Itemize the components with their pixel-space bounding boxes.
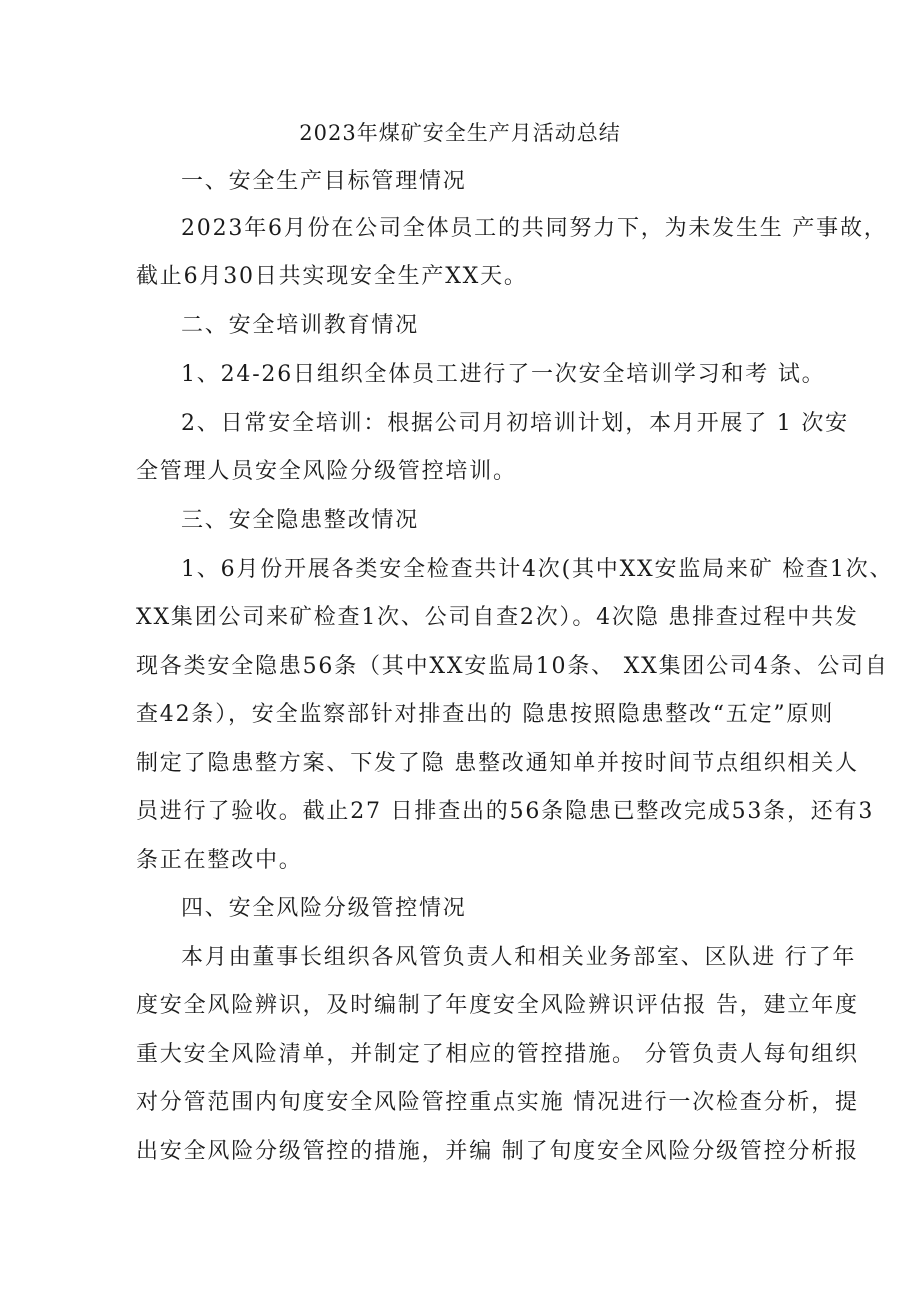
section-heading-4: 四、安全风险分级管控情况 [181, 896, 467, 921]
section-heading-2: 二、安全培训教育情况 [181, 313, 420, 338]
paragraph-line: 度安全风险辨识，及时编制了年度安全风险辨识评估报 告，建立年度 [136, 993, 859, 1018]
document-title: 2023年煤矿安全生产月活动总结 [299, 121, 621, 145]
paragraph-line: 1、6月份开展各类安全检查共计4次(其中XX安监局来矿 检查1次、 [181, 557, 894, 582]
paragraph-line: 重大安全风险清单，并制定了相应的管控措施。 分管负责人每旬组织 [136, 1042, 859, 1067]
paragraph-line: 1、24-26日组织全体员工进行了一次安全培训学习和考 试。 [181, 362, 826, 387]
paragraph-line: 现各类安全隐患56条（其中XX安监局10条、 XX集团公司4条、公司自 [136, 654, 889, 679]
section-heading-3: 三、安全隐患整改情况 [181, 508, 420, 533]
paragraph-line: 本月由董事长组织各风管负责人和相关业务部室、区队进 行了年 [181, 945, 857, 970]
paragraph-line: 条正在整改中。 [136, 848, 303, 873]
paragraph-line: 对分管范围内旬度安全风险管控重点实施 情况进行一次检查分析，提 [136, 1090, 859, 1115]
paragraph-line: 2023年6月份在公司全体员工的共同努力下，为未发生生 产事故， [181, 216, 888, 241]
paragraph-line: 截止6月30日共实现安全生产XX天。 [136, 264, 528, 289]
paragraph-line: 全管理人员安全风险分级管控培训。 [136, 459, 517, 484]
paragraph-line: XX集团公司来矿检查1次、公司自查2次）。4次隐 患排查过程中共发 [136, 605, 859, 630]
section-heading-1: 一、安全生产目标管理情况 [181, 169, 467, 194]
paragraph-line: 查42条），安全监察部针对排查出的 隐患按照隐患整改“五定”原则 [136, 702, 835, 727]
paragraph-line: 员进行了验收。截止27 日排查出的56条隐患已整改完成53条，还有3 [136, 799, 875, 824]
paragraph-line: 制定了隐患整方案、下发了隐 患整改通知单并按时间节点组织相关人 [136, 751, 859, 776]
paragraph-line: 2、日常安全培训：根据公司月初培训计划，本月开展了 1 次安 [181, 411, 849, 436]
paragraph-line: 出安全风险分级管控的措施，并编 制了旬度安全风险分级管控分析报 [136, 1139, 859, 1164]
